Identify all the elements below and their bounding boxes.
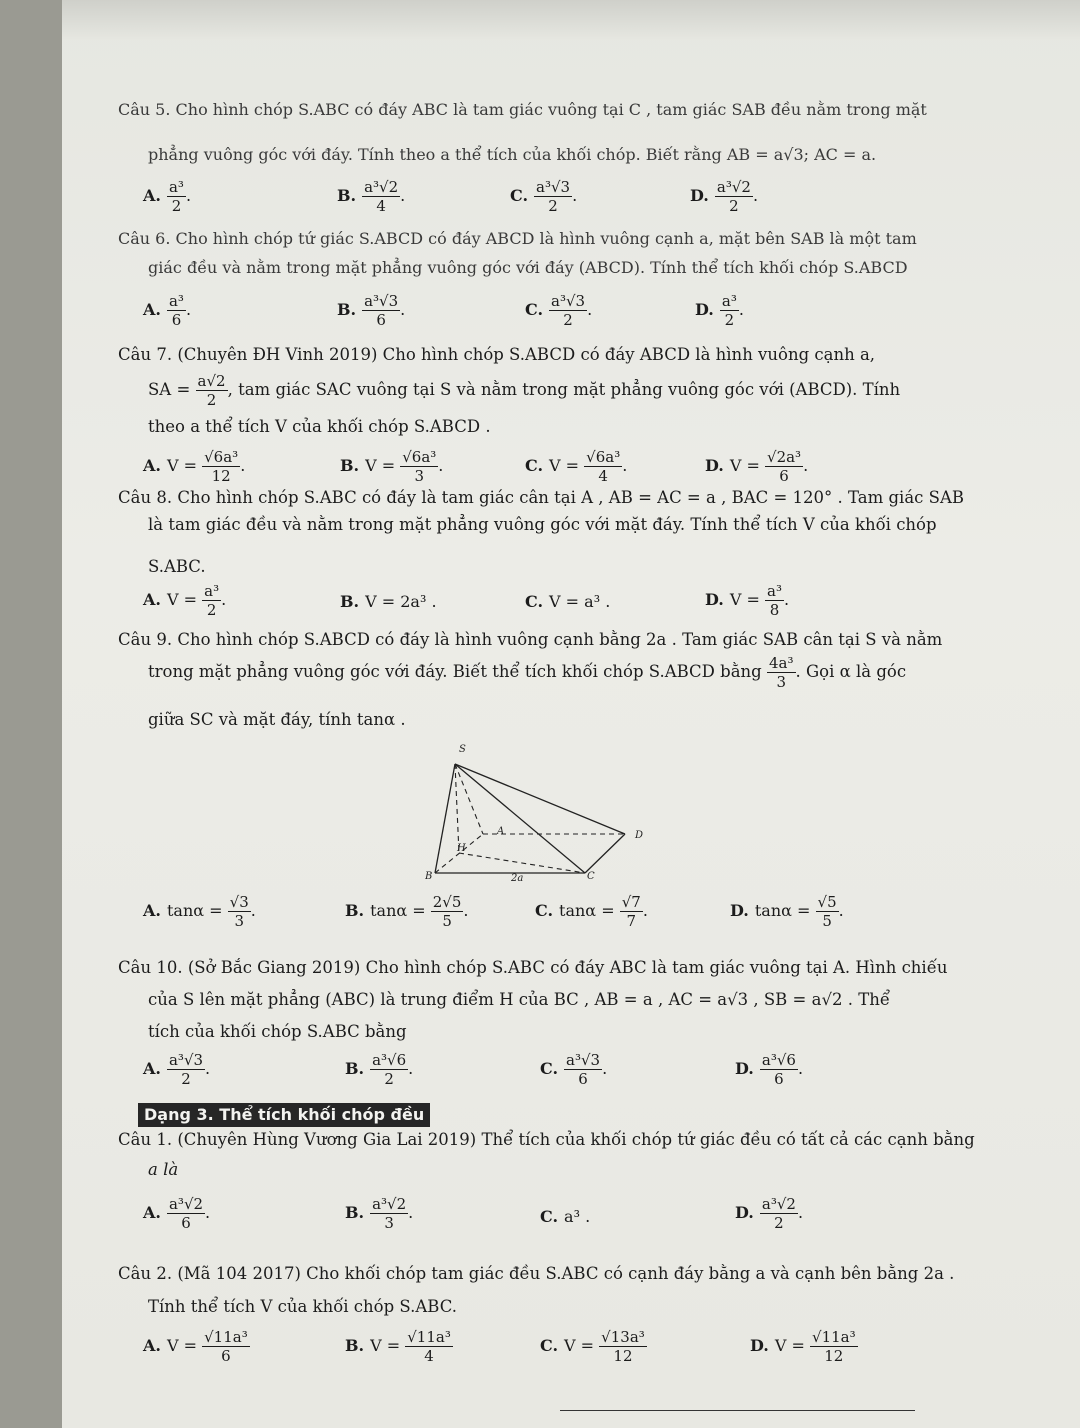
footer-rule bbox=[560, 1410, 915, 1411]
label-c: C bbox=[587, 871, 595, 882]
edge-sc bbox=[455, 764, 585, 873]
height-sh bbox=[455, 764, 459, 853]
q5-option-b[interactable]: B. $\frac{\text{a³√2}}{4}$ . bbox=[337, 178, 406, 215]
section-heading: Dạng 3. Thể tích khối chóp đều bbox=[138, 1103, 430, 1127]
d3q2-line1: Câu 2. (Mã 104 2017) Cho khối chóp tam giác đều S.ABC có cạnh đáy bằng a và cạnh bên bằng 2a . bbox=[118, 1264, 955, 1283]
q9-option-d[interactable]: D. tanα = $\frac{√5}{5}$ . bbox=[730, 893, 844, 930]
q8-option-c[interactable]: C. V = a³ . bbox=[525, 592, 611, 611]
d3q2-option-a[interactable]: A. V = $\frac{\text{√11a³}}{6}$ bbox=[143, 1328, 248, 1365]
label-b: B bbox=[425, 871, 433, 882]
q8-option-a[interactable]: A. V = $\frac{\text{a³}}{2}$ . bbox=[143, 582, 227, 619]
q5-line2: phẳng vuông góc với đáy. Tính theo a thể tích của khối chóp. Biết rằng AB = a√3; AC = a. bbox=[148, 145, 877, 164]
q10-option-d[interactable]: D. $\frac{\text{a³√6}}{6}$ . bbox=[735, 1051, 804, 1088]
q10-option-c[interactable]: C. $\frac{\text{a³√3}}{6}$ . bbox=[540, 1051, 608, 1088]
q5-option-c[interactable]: C. $\frac{\text{a³√3}}{2}$ . bbox=[510, 178, 578, 215]
q10-line1: Câu 10. (Sở Bắc Giang 2019) Cho hình chóp S.ABC có đáy ABC là tam giác vuông tại A. Hình chiếu bbox=[118, 958, 948, 977]
d3q1-option-d[interactable]: D. $\frac{\text{a³√2}}{2}$ . bbox=[735, 1195, 804, 1232]
q7-option-c[interactable]: C. V = $\frac{\text{√6a³}}{4}$ . bbox=[525, 448, 628, 485]
label-a: A bbox=[497, 826, 505, 837]
pyramid-figure bbox=[425, 736, 665, 886]
edge-sd bbox=[455, 764, 625, 834]
edge-cd bbox=[585, 834, 625, 873]
q9-option-c[interactable]: C. tanα = $\frac{√7}{7}$ . bbox=[535, 893, 648, 930]
q10-option-a[interactable]: A. $\frac{\text{a³√3}}{2}$ . bbox=[143, 1051, 211, 1088]
q5-line1: Câu 5. Cho hình chóp S.ABC có đáy ABC là tam giác vuông tại C , tam giác SAB đều nằm trong mặt bbox=[118, 100, 927, 119]
q6-option-b[interactable]: B. $\frac{\text{a³√3}}{6}$ . bbox=[337, 292, 406, 329]
q8-line1: Câu 8. Cho hình chóp S.ABC có đáy là tam giác cân tại A , AB = AC = a , BAC = 120° . Tam giác SAB bbox=[118, 488, 964, 507]
d3q2-line2: Tính thể tích V của khối chóp S.ABC. bbox=[148, 1297, 458, 1316]
d3q2-option-c[interactable]: C. V = $\frac{\text{√13a³}}{12}$ bbox=[540, 1328, 645, 1365]
q10-option-b[interactable]: B. $\frac{\text{a³√6}}{2}$ . bbox=[345, 1051, 414, 1088]
d3q1-line1: Câu 1. (Chuyên Hùng Vương Gia Lai 2019) Thể tích của khối chóp tứ giác đều có tất cả các cạnh bằng bbox=[118, 1130, 975, 1149]
q9-line1: Câu 9. Cho hình chóp S.ABCD có đáy là hình vuông cạnh bằng 2a . Tam giác SAB cân tại S và nằm bbox=[118, 630, 943, 649]
label-edge-2a: 2a bbox=[511, 873, 524, 884]
label-d: D bbox=[635, 830, 644, 841]
q6-option-d[interactable]: D. $\frac{\text{a³}}{2}$ . bbox=[695, 292, 744, 329]
d3q1-option-b[interactable]: B. $\frac{\text{a³√2}}{3}$ . bbox=[345, 1195, 414, 1232]
d3q2-option-d[interactable]: D. V = $\frac{\text{√11a³}}{12}$ bbox=[750, 1328, 856, 1365]
q5-option-d[interactable]: D. $\frac{\text{a³√2}}{2}$ . bbox=[690, 178, 759, 215]
q10-line2: của S lên mặt phẳng (ABC) là trung điểm H của BC , AB = a , AC = a√3 , SB = a√2 . Thể bbox=[148, 990, 890, 1009]
q6-line1: Câu 6. Cho hình chóp tứ giác S.ABCD có đáy ABCD là hình vuông cạnh a, mặt bên SAB là một tam bbox=[118, 229, 917, 248]
q8-option-d[interactable]: D. V = $\frac{\text{a³}}{8}$ . bbox=[705, 582, 790, 619]
d3q1-option-a[interactable]: A. $\frac{\text{a³√2}}{6}$ . bbox=[143, 1195, 211, 1232]
d3q2-option-b[interactable]: B. V = $\frac{\text{√11a³}}{4}$ bbox=[345, 1328, 451, 1365]
q9-option-b[interactable]: B. tanα = $\frac{2√5}{5}$ . bbox=[345, 893, 469, 930]
d3q1-line2: a là bbox=[148, 1160, 179, 1179]
q9-option-a[interactable]: A. tanα = $\frac{√3}{3}$ . bbox=[143, 893, 256, 930]
q8-line3: S.ABC. bbox=[148, 557, 206, 576]
label-h: H bbox=[457, 843, 466, 854]
q8-line2: là tam giác đều và nằm trong mặt phẳng vuông góc với mặt đáy. Tính thể tích V của khối chóp bbox=[148, 515, 937, 534]
q9-line3: giữa SC và mặt đáy, tính tanα . bbox=[148, 710, 406, 729]
q8-option-b[interactable]: B. V = 2a³ . bbox=[340, 592, 437, 611]
q5-option-a[interactable]: A. $\frac{\text{a³}}{2}$ . bbox=[143, 178, 192, 215]
q10-line3: tích của khối chóp S.ABC bằng bbox=[148, 1022, 407, 1041]
q6-option-c[interactable]: C. $\frac{\text{a³√3}}{2}$ . bbox=[525, 292, 593, 329]
q9-line2: trong mặt phẳng vuông góc với đáy. Biết thể tích khối chóp S.ABCD bằng $\frac{\text{4a³}}{3}$ . Gọi α là góc bbox=[148, 654, 907, 691]
q6-line2: giác đều và nằm trong mặt phẳng vuông góc với đáy (ABCD). Tính thể tích khối chóp S.ABCD bbox=[148, 258, 908, 277]
segment-hc bbox=[459, 853, 585, 873]
q7-line1: Câu 7. (Chuyên ĐH Vinh 2019) Cho hình chóp S.ABCD có đáy ABCD là hình vuông cạnh a, bbox=[118, 345, 876, 364]
q7-option-d[interactable]: D. V = $\frac{\text{√2a³}}{6}$ . bbox=[705, 448, 809, 485]
q7-line3: theo a thể tích V của khối chóp S.ABCD . bbox=[148, 417, 491, 436]
q6-option-a[interactable]: A. $\frac{\text{a³}}{6}$ . bbox=[143, 292, 192, 329]
edge-sb bbox=[435, 764, 455, 873]
d3q1-option-c[interactable]: C. a³ . bbox=[540, 1207, 591, 1226]
q7-line2: SA = $\frac{a√2}{2}$ , tam giác SAC vuông tại S và nằm trong mặt phẳng vuông góc với (ABCD). Tính bbox=[148, 372, 901, 409]
q7-option-a[interactable]: A. V = $\frac{\text{√6a³}}{12}$ . bbox=[143, 448, 246, 485]
q7-option-b[interactable]: B. V = $\frac{\text{√6a³}}{3}$ . bbox=[340, 448, 444, 485]
label-s: S bbox=[459, 744, 466, 755]
